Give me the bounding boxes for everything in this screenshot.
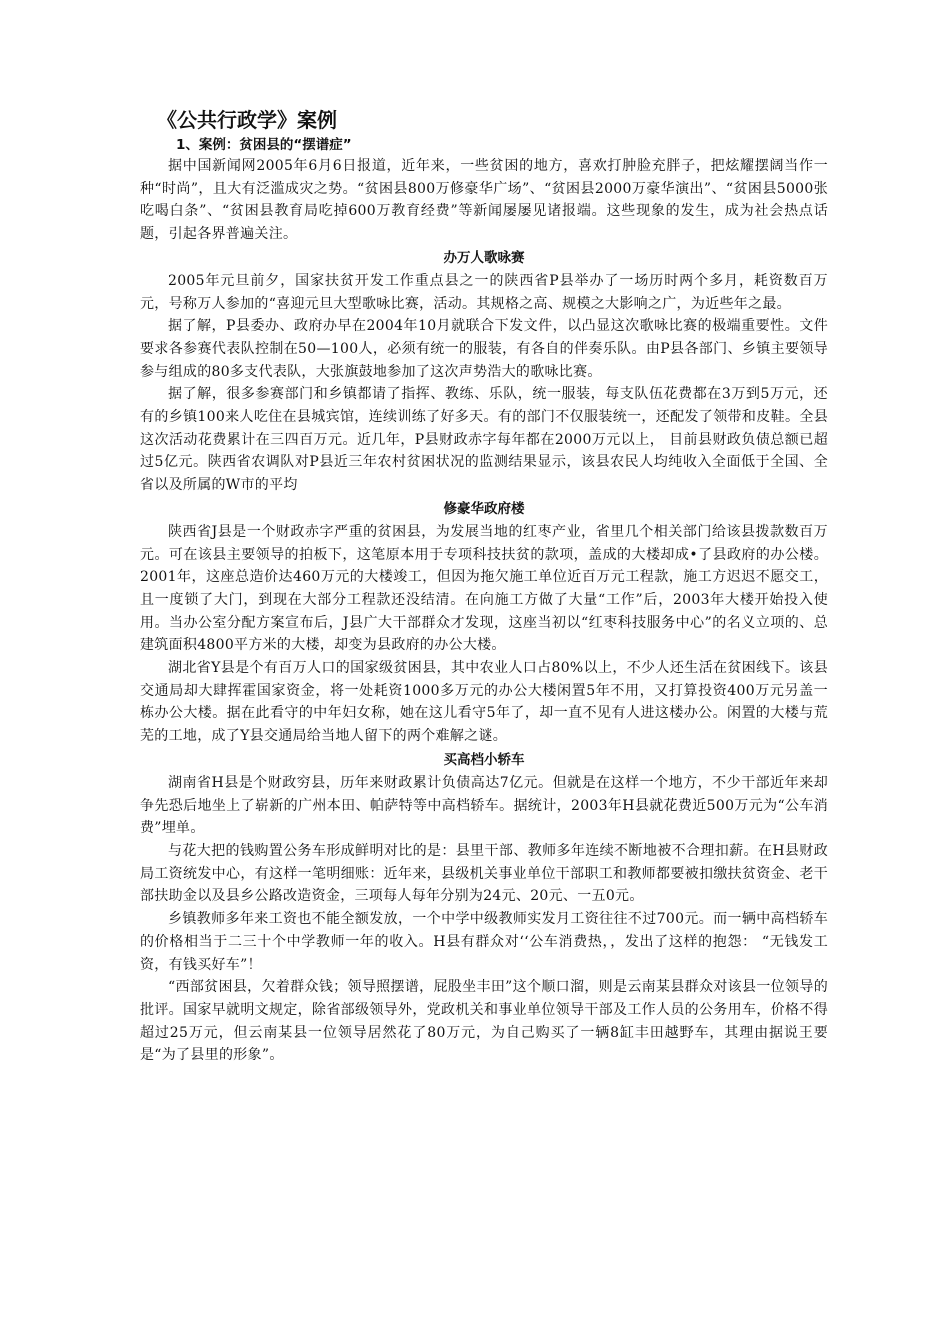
section-heading: 修豪华政府楼 — [443, 500, 525, 517]
section-paragraph: 陕西省J县是一个财政赤字严重的贫困县，为发展当地的红枣产业，省里几个相关部门给该县拨款数百万元。可在该县主要领导的拍板下，这笔原本用于专项科技扶贫的款项，盖成的大楼却成•了县政府的办公楼。2001年，这座总造价达460万元的大楼竣工，但因为拖欠施工单位近百万元工程款，施工方迟迟不愿交工，且一度锁了大门，到现在大部分工程款还没结清。在向施工方做了大量“工作”后，2003年大楼开始投入使用。当办公室分配方案宣布后，J县广大干部群众才发现，这座当初以“红枣科技服务中心”的名义立项的、总建筑面积4800平方米的大楼，却变为县政府的办公大楼。 — [140, 523, 828, 654]
section-luxury-cars — [140, 748, 828, 1067]
section-paragraph: “西部贫困县，欠着群众钱；领导照摆谱，屁股坐丰田”这个顺口溜，则是云南某县群众对该县一位领导的批评。国家早就明文规定，除省部级领导外，党政机关和事业单位领导干部及工作人员的公务用车，价格不得超过25万元，但云南某县一位领导居然花了80万元，为自己购买了一辆8缸丰田越野车，其理由据说王要是“为了县里的形象”。 — [140, 979, 828, 1064]
section-heading: 办万人歌咏赛 — [443, 249, 525, 266]
section-government-building — [140, 497, 828, 748]
section-paragraph: 据了解，很多参赛部门和乡镇都请了指挥、教练、乐队，统一服装，每支队伍花费都在3万到5万元，还有的乡镇100来人吃住在县城宾馆，连续训练了好多天。有的部门不仅服装统一，还配发了领带和皮鞋。全县这次活动花费累计在三四百万元。近几年，P县财政赤字每年都在2000万元以上， 目前县财政负债总额已超过5亿元。陕西省农调队对P县近三年农村贫困状况的监测结果显示，该县农民人均纯收入全面低于全国、全省以及所属的W市的平均 — [140, 386, 828, 494]
document-page — [140, 105, 828, 1067]
section-paragraph: 与花大把的钱购置公务车形成鲜明对比的是：县里干部、教师多年连续不断地被不合理扣薪。在H县财政局工资统发中心，有这样一笔明细账：近年来，县级机关事业单位干部职工和教师都要被扣缴扶贫资金、老干部扶助金以及县乡公路改造资金，三项每人每年分别为24元、20元、一五0元。 — [140, 842, 828, 905]
section-paragraph: 乡镇教师多年来工资也不能全额发放，一个中学中级教师实发月工资往往不过700元。而一辆中高档轿车的价格相当于二三十个中学教师一年的收入。H县有群众对‘‘公车消费热，，发出了这样的抱怨： “无钱发工资，有钱买好车”！ — [140, 911, 828, 973]
section-heading: 买高档小轿车 — [443, 751, 525, 768]
section-paragraph: 据了解，P县委办、政府办早在2004年10月就联合下发文件，以凸显这次歌咏比赛的极端重要性。文件要求各参赛代表队控制在50—100人，必须有统一的服装，有各自的伴奏乐队。由P县各部门、乡镇主要领导参与组成的80多支代表队，大张旗鼓地参加了这次声势浩大的歌咏比赛。 — [140, 318, 828, 380]
section-paragraph: 2005年元旦前夕，国家扶贫开发工作重点县之一的陕西省P县举办了一场历时两个多月，耗资数百万元，号称万人参加的“喜迎元旦大型歌咏比赛，活动。其规格之高、规模之大影响之广，为近些年之最。 — [140, 272, 828, 312]
case-title: 1、案例：贫困县的“摆谱症” — [176, 137, 352, 153]
section-paragraph: 湖北省Y县是个有百万人口的国家级贫困县，其中农业人口占80%以上，不少人还生活在贫困线下。该县交通局却大肆挥霍国家资金，将一处耗资1000多万元的办公大楼闲置5年不用，又打算投资400万元另盖一栋办公大楼。据在此看守的中年妇女称，她在这儿看守5年了，却一直不见有人进这楼办公。闲置的大楼与荒芜的工地，成了Y县交通局给当地人留下的两个难解之谜。 — [140, 660, 828, 745]
document-title: 《公共行政学》案例 — [157, 108, 337, 132]
section-paragraph: 湖南省H县是个财政穷县，历年来财政累计负债高达7亿元。但就是在这样一个地方，不少干部近年来却争先恐后地坐上了崭新的广州本田、帕萨特等中高档轿车。据统计，2003年H县就花费近500万元为“公车消费”埋单。 — [140, 774, 828, 837]
intro-paragraph: 据中国新闻网2005年6月6日报道，近年来，一些贫困的地方，喜欢打肿脸充胖子，把炫耀摆阔当作一种“时尚”，且大有泛滥成灾之势。“贫困县800万修豪华广场”、“贫困县2000万豪华演出”、“贫困县5000张吃喝白条”、“贫困县教育局吃掉600万教育经费”等新闻屡屡见诸报端。这些现象的发生，成为社会热点话题，引起各界普遍关注。 — [140, 158, 828, 243]
section-concert — [140, 246, 828, 497]
